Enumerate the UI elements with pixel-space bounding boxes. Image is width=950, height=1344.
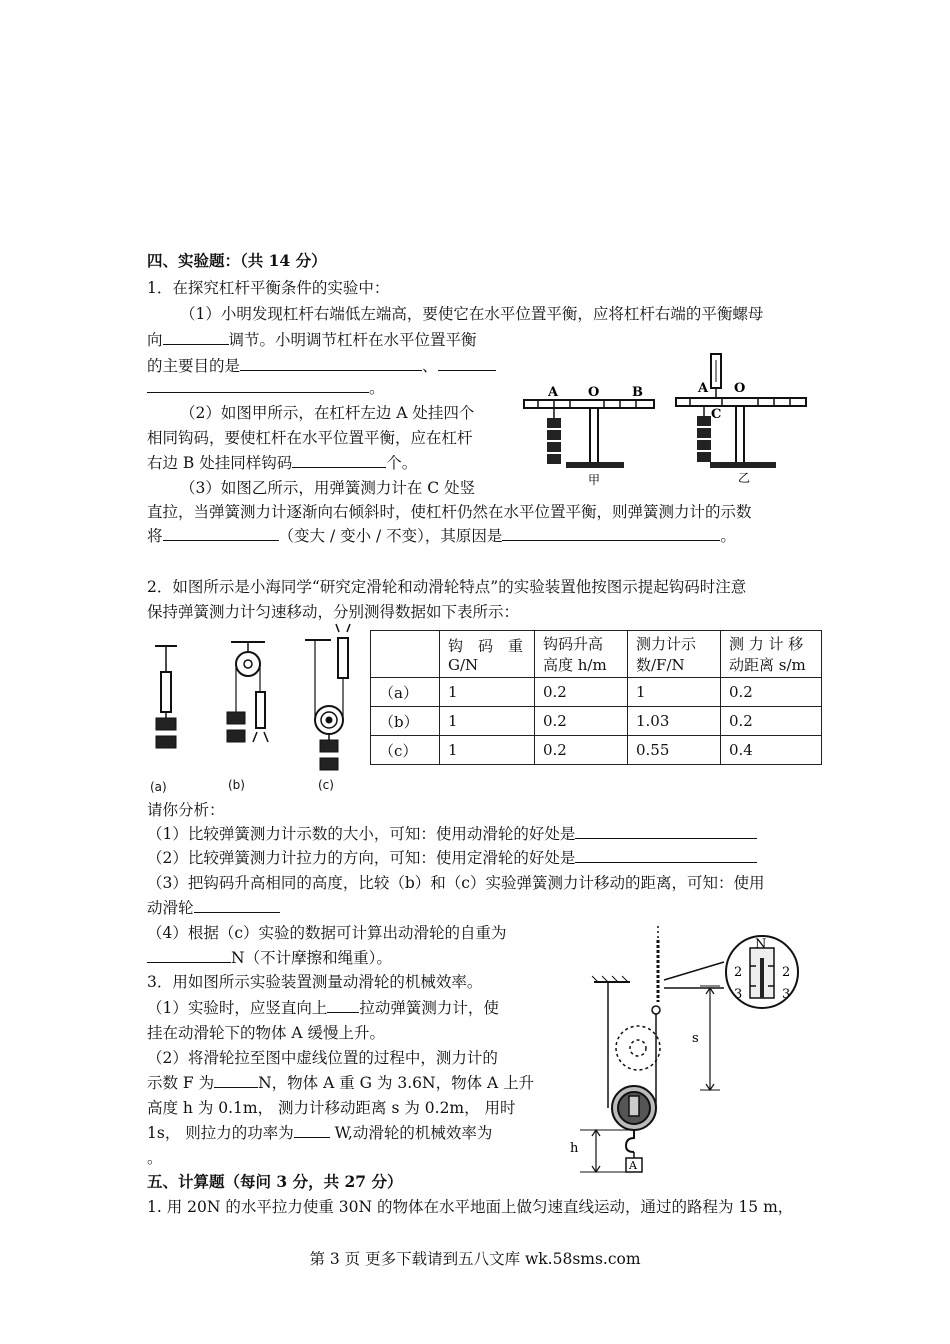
q1-part1-line3: [147, 354, 496, 378]
header-text: 钩码升高: [543, 635, 604, 653]
table-cell: 1: [440, 736, 535, 765]
header-cell: [535, 631, 628, 678]
header-text: 动距离 s/m: [729, 656, 806, 674]
table-cell: 0.2: [721, 707, 822, 736]
question-2-intro-2: 保持弹簧测力计匀速移动，分别测得数据如下表所示：: [147, 603, 520, 621]
tick-2-right: 2: [782, 965, 791, 980]
table-header-row: [371, 631, 822, 678]
label-A: A: [629, 1159, 637, 1172]
answer-blank[interactable]: [575, 822, 757, 839]
text: （2）比较弹簧测力计拉力的方向，可知：使用定滑轮的好处是: [147, 849, 576, 867]
header-cell: [721, 631, 822, 678]
header-cell: [440, 631, 535, 678]
label-A: A: [698, 381, 709, 396]
page-footer: 第 3 页 更多下载请到五八文库 wk.58sms.com: [309, 1250, 641, 1268]
text: 动滑轮: [147, 899, 194, 917]
q2-sub4: （4）根据（c）实验的数据可计算出动滑轮的自重为: [147, 924, 507, 942]
q2-sub2: [147, 846, 757, 870]
q3-part1: [147, 996, 499, 1020]
answer-blank[interactable]: [163, 328, 229, 345]
text: 的主要目的是: [147, 357, 241, 375]
label-yi: 乙: [738, 471, 751, 485]
tick-3-left: 3: [734, 987, 743, 1002]
lever-yi: [676, 354, 806, 485]
q1-part1-line4: [147, 376, 385, 400]
header-text: 高度 h/m: [543, 656, 607, 674]
answer-blank[interactable]: [214, 1071, 258, 1088]
header-text: 测力计示: [636, 635, 697, 653]
calc-question-1: 1. 用 20N 的水平拉力使重 30N 的物体在水平地面上做匀速直线运动，通过的路程为 15 m，: [147, 1198, 794, 1216]
data-table: [370, 630, 822, 765]
answer-blank[interactable]: [438, 354, 496, 371]
q2-sub3: （3）把钩码升高相同的高度，比较（b）和（c）实验弹簧测力计移动的距离，可知：使用: [147, 874, 765, 892]
table-cell: （a）: [371, 678, 440, 707]
table-cell: 0.2: [721, 678, 822, 707]
q2-sub1: [147, 822, 757, 846]
caption-a: (a): [150, 780, 167, 794]
caption-c: (c): [318, 778, 334, 792]
text: 右边 B 处挂同样钩码: [147, 454, 293, 472]
table-cell: 1.03: [628, 707, 721, 736]
answer-blank[interactable]: [163, 524, 279, 541]
q1-part3-line2: 直拉，当弹簧测力计逐渐向右倾斜时，使杠杆仍然在水平位置平衡，则弹簧测力计的示数: [147, 503, 752, 521]
text: 个。: [386, 454, 418, 472]
header-text: 数/F/N: [636, 656, 685, 674]
table-row: [371, 707, 822, 736]
text: 拉动弹簧测力计，使: [359, 999, 499, 1017]
label-O: O: [588, 385, 600, 400]
text: W,动滑轮的机械效率为: [329, 1124, 493, 1142]
answer-blank[interactable]: [575, 846, 757, 863]
q1-part1-line2: [147, 328, 477, 352]
lever-figures: [518, 352, 810, 492]
q1-part2-line2: 相同钩码，要使杠杆在水平位置平衡，应在杠杆: [147, 429, 473, 447]
q1-part3-line3: [147, 524, 736, 548]
answer-blank[interactable]: [327, 996, 359, 1013]
text: 。: [720, 527, 736, 545]
q1-part2-line3: [147, 451, 417, 475]
efficiency-figure: [560, 918, 810, 1178]
text: N，物体 A 重 G 为 3.6N，物体 A 上升: [258, 1074, 535, 1092]
text: （变大 / 变小 / 不变），其原因是: [278, 527, 503, 545]
lever-jia: [524, 385, 654, 487]
tick-2-left: 2: [734, 965, 743, 980]
answer-blank[interactable]: [292, 451, 386, 468]
analysis-label: 请你分析：: [147, 801, 225, 819]
table-cell: 0.2: [535, 736, 628, 765]
section-heading: 四、实验题：（共 14 分）: [147, 251, 327, 270]
label-h: h: [570, 1141, 579, 1156]
header-cell: [628, 631, 721, 678]
label-N: N: [755, 937, 767, 952]
question-3-intro: 3．用如图所示实验装置测量动滑轮的机械效率。: [147, 973, 483, 991]
q1-part2-text: （2）如图甲所示，在杠杆左边 A 处挂四个: [180, 404, 475, 422]
question-2-intro: 2．如图所示是小海同学“研究定滑轮和动滑轮特点”的实验装置他按图示提起钩码时注意: [147, 578, 747, 596]
answer-blank[interactable]: [240, 354, 422, 371]
answer-blank[interactable]: [147, 376, 369, 393]
text: 示数 F 为: [147, 1074, 215, 1092]
question-1-intro: 1．在探究杠杆平衡条件的实验中：: [147, 279, 390, 297]
q3-part2-line3: 高度 h 为 0.1m， 测力计移动距离 s 为 0.2m， 用时: [147, 1099, 516, 1117]
table-cell: 1: [440, 707, 535, 736]
text: 将: [147, 527, 163, 545]
answer-blank[interactable]: [147, 946, 231, 963]
header-text: 测 力 计 移: [729, 635, 804, 653]
label-C: C: [711, 407, 722, 422]
label-s: s: [692, 1031, 699, 1046]
table-row: [371, 736, 822, 765]
q1-part1-text: （1）小明发现杠杆右端低左端高，要使它在水平位置平衡，应将杠杆右端的平衡螺母: [180, 305, 764, 323]
pulley-c: [305, 624, 350, 770]
section-heading: 五、计算题（每问 3 分，共 27 分）: [147, 1172, 403, 1191]
answer-blank[interactable]: [502, 524, 720, 541]
table-cell: （b）: [371, 707, 440, 736]
header-cell: [371, 631, 440, 678]
pulley-b: [227, 642, 268, 742]
q3-part2: （2）将滑轮拉至图中虚线位置的过程中，测力计的: [147, 1049, 498, 1067]
header-text: G/N: [448, 655, 479, 674]
text: 、: [422, 357, 438, 375]
table-cell: （c）: [371, 736, 440, 765]
label-A: A: [548, 385, 559, 400]
text: （1）实验时，应竖直向上: [147, 999, 328, 1017]
q1-part3-text: （3）如图乙所示，用弹簧测力计在 C 处竖: [180, 479, 476, 497]
q3-part2-line4: [147, 1121, 492, 1145]
q3-part2-line5: 。: [147, 1149, 163, 1167]
text: 1s， 则拉力的功率为: [147, 1124, 294, 1142]
q2-sub4-line2: [147, 946, 392, 970]
table-cell: 0.2: [535, 678, 628, 707]
q3-part2-line2: [147, 1071, 534, 1095]
text: 。: [369, 379, 385, 397]
table-cell: 0.4: [721, 736, 822, 765]
table-cell: 1: [628, 678, 721, 707]
pulley-figures: [145, 620, 360, 800]
table-cell: 0.55: [628, 736, 721, 765]
pulley-a: [155, 646, 177, 748]
header-text: 钩 码 重: [448, 636, 524, 655]
label-jia: 甲: [588, 473, 601, 487]
text: （1）比较弹簧测力计示数的大小，可知：使用动滑轮的好处是: [147, 825, 576, 843]
text: 调节。小明调节杠杆在水平位置平衡: [228, 331, 477, 349]
caption-b: (b): [228, 778, 245, 792]
text: 向: [147, 331, 163, 349]
table-row: [371, 678, 822, 707]
answer-blank[interactable]: [194, 896, 280, 913]
label-O: O: [734, 381, 746, 396]
table-cell: 1: [440, 678, 535, 707]
q3-part1-line2: 挂在动滑轮下的物体 A 缓慢上升。: [147, 1024, 386, 1042]
text: N（不计摩擦和绳重）。: [231, 949, 392, 967]
label-B: B: [632, 385, 643, 400]
tick-3-right: 3: [782, 987, 791, 1002]
table-cell: 0.2: [535, 707, 628, 736]
q2-sub3-line2: [147, 896, 280, 920]
answer-blank[interactable]: [294, 1121, 330, 1138]
